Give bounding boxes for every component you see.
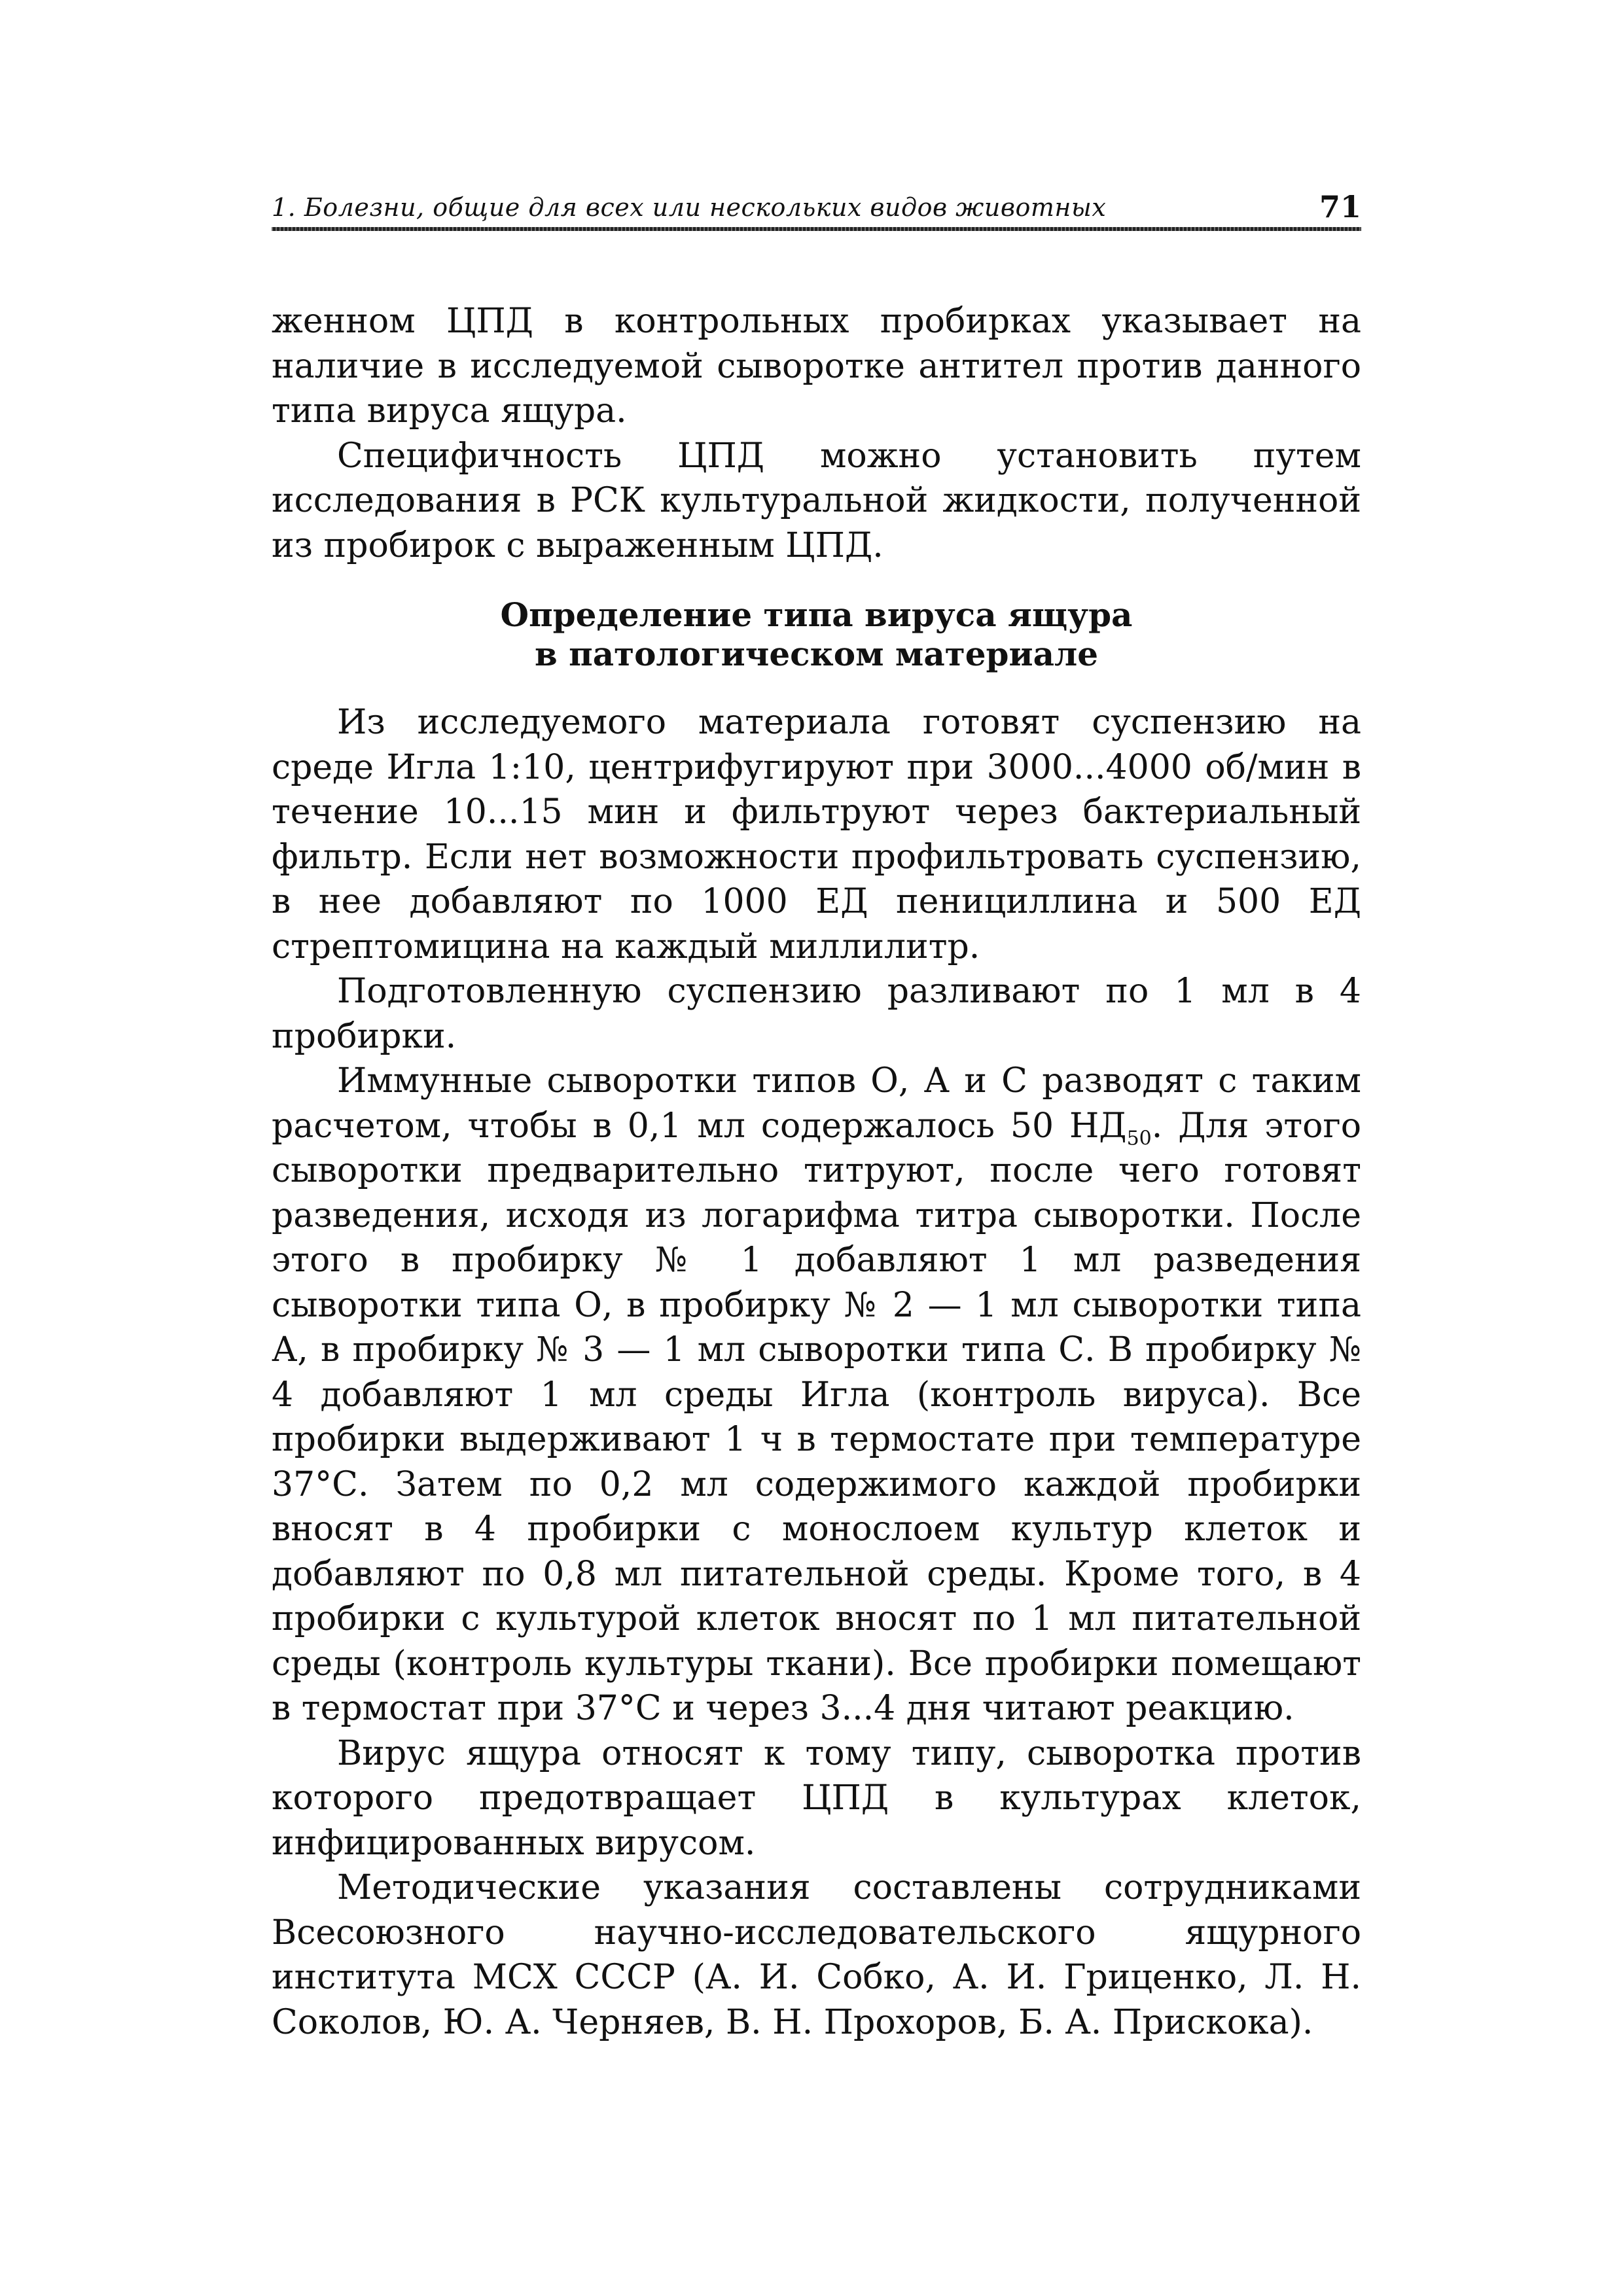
paragraph-sample-preparation: Из исследуемого материала готовят суспензию на среде Игла 1:10, центрифугируют при 3000...4000 об/мин в течение 10...15 мин и фильтруют через бактериальный фильтр. Если нет возможности профильтровать суспензию, в нее добавляют по 1000 ЕД пенициллина и 500 ЕД стрептомицина на каждый миллилитр. [272,703,1361,966]
section-heading-line-2: в патологическом материале [534,635,1099,673]
paragraph-immune-sera-part-2: . Для этого сыворотки предварительно титруют, после чего готовят разведения, исходя из логарифма титра сыворотки. После этого в пробирку № 1 добавляют 1 мл разведения сыворотки типа О, в пробирку № 2 — 1 мл сыворотки типа А, в пробирку № 3 — 1 мл сыворотки типа С. В пробирку № 4 добавляют 1 мл среды Игла (контроль вируса). Все пробирки выдерживают 1 ч в термостате при температуре 37°С. Затем по 0,2 мл содержимого каждой пробирки вносят в 4 пробирки с монослоем культур клеток и добавляют по 0,8 мл питательной среды. Кроме того, в 4 пробирки с культурой клеток вносят по 1 мл питательной среды (контроль культуры ткани). Все пробирки помещают в термостат при 37°С и через 3...4 дня читают реакцию. [272,1106,1361,1728]
section-heading [272,595,1361,674]
paragraph-specificity: Специфичность ЦПД можно установить путем исследования в РСК культуральной жидкости, полученной из пробирок с выраженным ЦПД. [272,436,1361,565]
paragraph-authors: Методические указания составлены сотрудниками Всесоюзного научно-исследовательского ящурного института МСХ СССР (А. И. Собко, А. И. Гриценко, Л. Н. Соколов, Ю. А. Черняев, В. Н. Прохоров, Б. А. Прискока). [272,1868,1361,2042]
paragraph-continued: женном ЦПД в контрольных пробирках указывает на наличие в исследуемой сыворотке антител против данного типа вируса ящура. [272,302,1361,431]
paragraph-virus-type: Вирус ящура относят к тому типу, сыворотка против которого предотвращает ЦПД в культурах клеток, инфицированных вирусом. [272,1733,1361,1863]
paragraph-immune-sera [272,1059,1361,1731]
body-text [272,299,1361,2045]
book-page [272,186,1361,2045]
page-number: 71 [1319,189,1361,224]
running-title: 1. Болезни, общие для всех или нескольких видов животных [272,193,1107,222]
paragraph-dispensing: Подготовленную суспензию разливают по 1 мл в 4 пробирки. [272,972,1361,1056]
nd-subscript: 50 [1126,1126,1152,1150]
section-heading-line-1: Определение типа вируса ящура [500,595,1133,634]
header-rule-divider [272,227,1361,231]
paragraph-immune-sera-part-1: Иммунные сыворотки типов О, А и С разводят с таким расчетом, чтобы в 0,1 мл содержалось 50 НД [272,1061,1361,1146]
running-head [272,186,1361,234]
